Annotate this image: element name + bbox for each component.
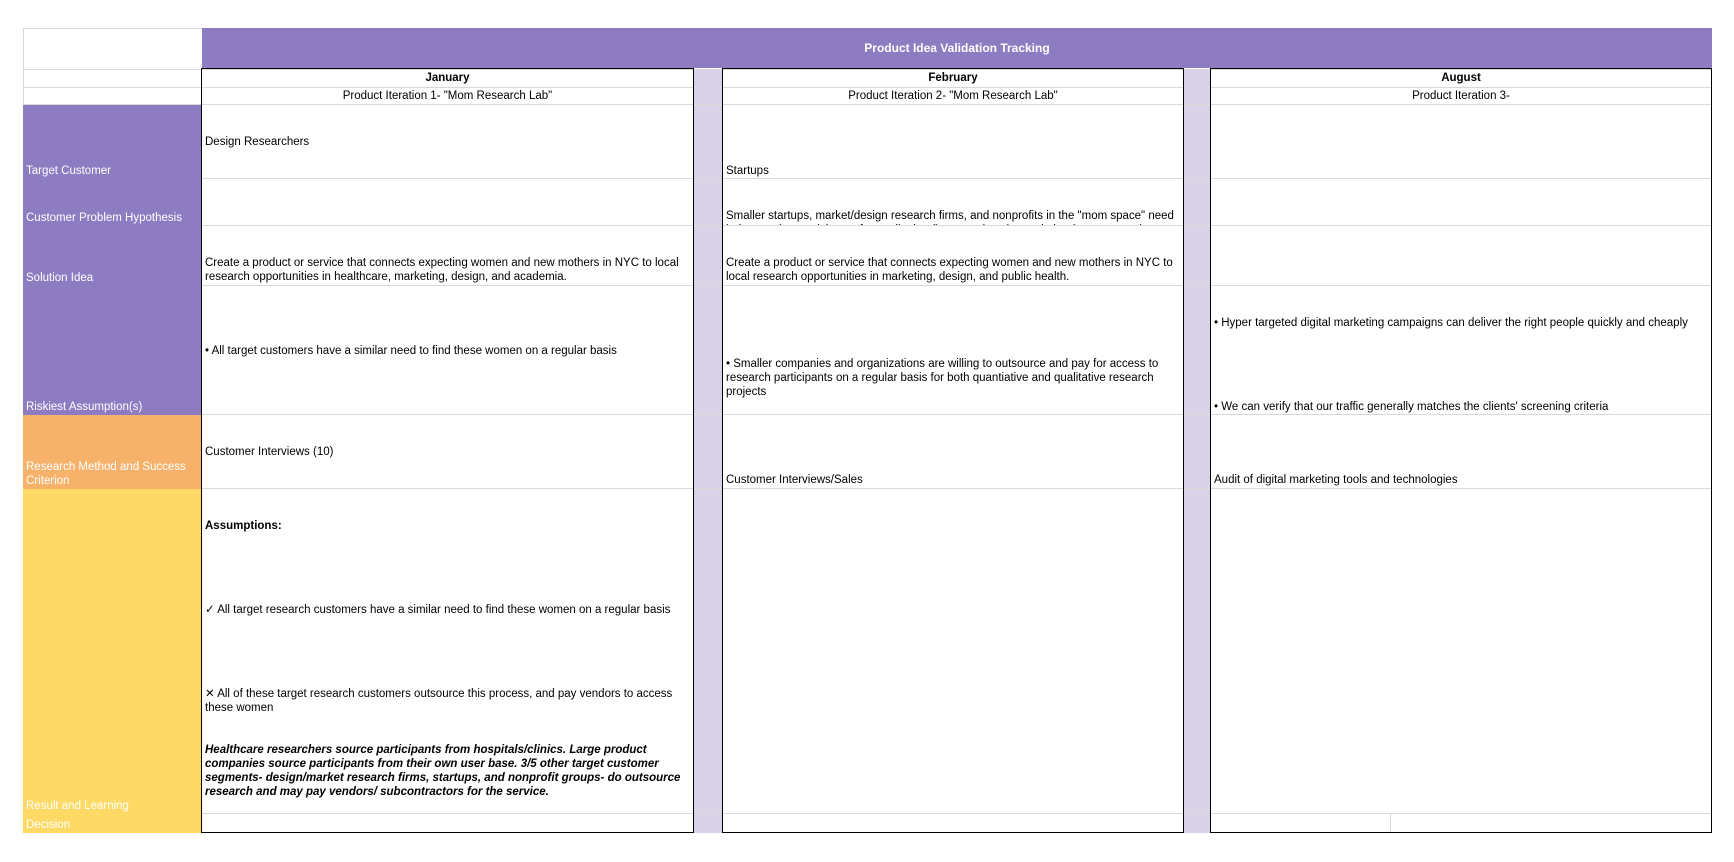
row-label-decision[interactable]: Decision <box>23 814 202 833</box>
iteration-name-february[interactable]: Product Iteration 2- "Mom Research Lab" <box>848 90 1058 102</box>
sheet-title[interactable]: Product Idea Validation Tracking <box>202 28 1712 68</box>
august-target-customer-cell[interactable] <box>1211 105 1711 178</box>
row-label-research-method[interactable]: Research Method and Success Criterion <box>23 415 202 489</box>
column-header-january[interactable]: January <box>425 72 470 84</box>
january-problem-hypothesis-cell[interactable] <box>202 179 693 225</box>
list-item: ✓ All target research customers have a similar need to find these women on a regular basis <box>205 604 671 616</box>
cell-text <box>205 224 690 225</box>
column-header-february[interactable]: February <box>928 72 978 84</box>
august-result-learning-cell[interactable] <box>1211 489 1711 813</box>
list-item: Customer Interviews/Sales <box>726 474 863 486</box>
row-label-problem-hypothesis[interactable]: Customer Problem Hypothesis <box>23 179 202 226</box>
august-solution-idea-cell[interactable] <box>1211 226 1711 285</box>
list-item: Design Researchers <box>205 136 310 148</box>
learning-note: Healthcare researchers source participants from hospitals/clinics. Large product companies source participants from their own user base. 3/5 other target customer segments- design/market research firms, startups, and nonprofit groups- do outsource research and may pay vendors/ subcontractors for the service. <box>205 744 684 798</box>
separator-column-1 <box>694 69 722 833</box>
list-item <box>205 177 690 178</box>
row-label-result-learning[interactable]: Result and Learning <box>23 489 202 814</box>
cell-text: Smaller startups, market/design research firms, and nonprofits in the "mom space" need <box>726 210 1174 222</box>
august-riskiest-assumptions-cell[interactable] <box>1211 286 1711 414</box>
january-research-method-cell[interactable] <box>202 415 693 488</box>
list-item: • We can verify that our traffic generally matches the clients' screening criteria <box>1214 401 1609 413</box>
iteration-name-august[interactable]: Product Iteration 3- <box>1412 90 1510 102</box>
august-decision-cell[interactable] <box>1211 814 1711 832</box>
assumptions-heading: Assumptions: <box>205 520 282 532</box>
february-result-learning-cell[interactable] <box>723 489 1183 813</box>
list-item: • All target customers have a similar need to find these women on a regular basis <box>205 345 617 357</box>
february-solution-idea-cell[interactable] <box>723 226 1183 285</box>
row-label-target-customer[interactable]: Target Customer <box>23 105 202 179</box>
january-result-learning-cell[interactable] <box>202 489 693 813</box>
separator-column-2 <box>1183 69 1210 833</box>
row-label-riskiest-assumptions[interactable]: Riskiest Assumption(s) <box>23 286 202 415</box>
list-item: Startups <box>726 165 769 177</box>
january-decision-cell[interactable] <box>202 814 693 832</box>
row-label-solution-idea[interactable]: Solution Idea <box>23 226 202 286</box>
february-decision-cell[interactable] <box>723 814 1183 832</box>
iteration-name-january[interactable]: Product Iteration 1- "Mom Research Lab" <box>342 90 553 102</box>
february-target-customer-cell[interactable] <box>723 105 1183 178</box>
cell-text: Create a product or service that connects expecting women and new mothers in NYC to local research opportunities in healthcare, marketing, design, and academia. <box>205 257 682 283</box>
list-item: • Hyper targeted digital marketing campaigns can deliver the right people quickly and cheaply <box>1214 317 1688 329</box>
february-research-method-cell[interactable] <box>723 415 1183 488</box>
list-item: Audit of digital marketing tools and technologies <box>1214 474 1458 486</box>
cell-text: Create a product or service that connects expecting women and new mothers in NYC to local research opportunities in marketing, design, and public health. <box>726 257 1177 283</box>
list-item: Customer Interviews (10) <box>205 446 334 458</box>
list-item: • Smaller companies and organizations are willing to outsource and pay for access to research participants on a regular basis for both quantiative and qualitative research projects <box>726 358 1162 398</box>
january-riskiest-assumptions-cell[interactable] <box>202 286 693 414</box>
list-item: ✕ All of these target research customers outsource this process, and pay vendors to access these women <box>205 688 676 714</box>
column-header-august[interactable]: August <box>1441 72 1481 84</box>
january-solution-idea-cell[interactable] <box>202 226 693 285</box>
february-riskiest-assumptions-cell[interactable] <box>723 286 1183 414</box>
august-problem-hypothesis-cell[interactable] <box>1211 179 1711 225</box>
february-problem-hypothesis-cell[interactable] <box>723 179 1183 225</box>
august-research-method-cell[interactable] <box>1211 415 1711 488</box>
january-target-customer-cell[interactable] <box>202 105 693 178</box>
